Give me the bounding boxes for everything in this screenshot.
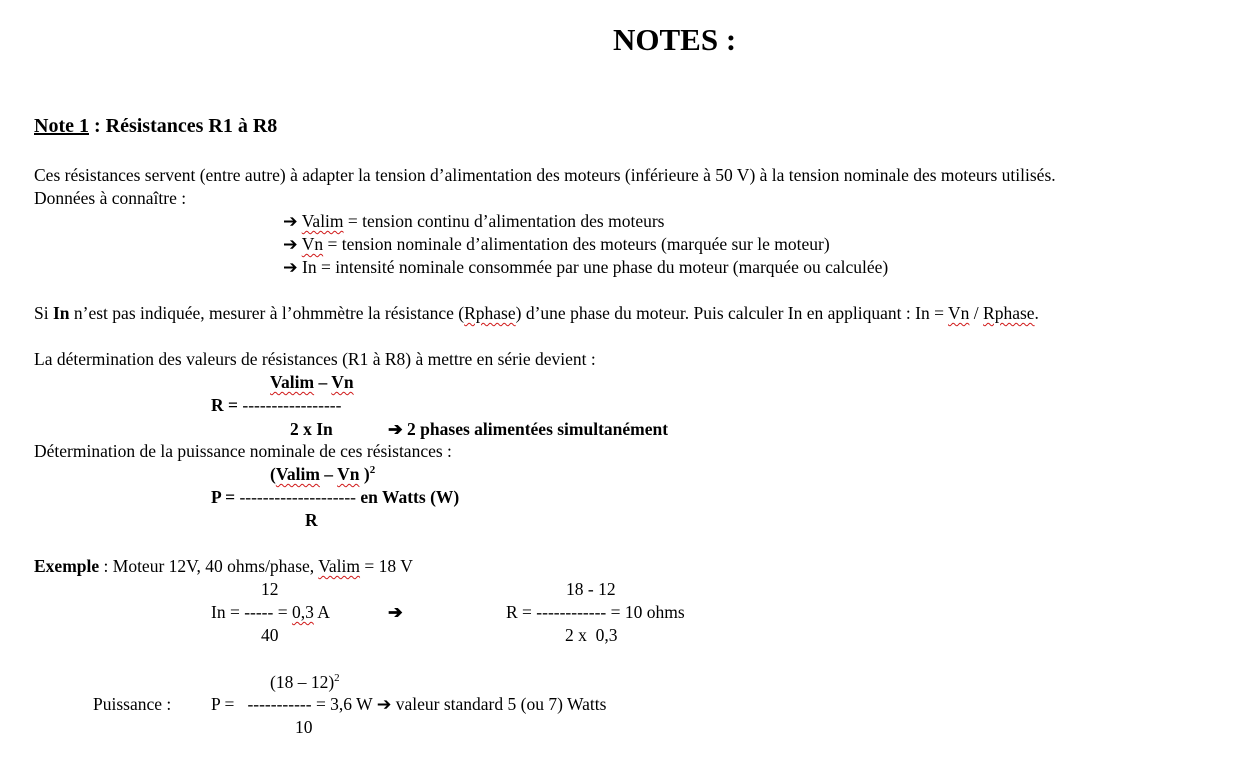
term-rphase: Rphase xyxy=(983,303,1035,323)
formula-lhs: R = xyxy=(211,395,243,415)
note-heading xyxy=(34,116,277,136)
text: = 10 ohms xyxy=(606,602,685,622)
term-vn: Vn xyxy=(331,372,354,392)
note-subject: : Résistances R1 à R8 xyxy=(88,115,278,137)
term-vn: Vn xyxy=(948,303,970,323)
fraction-bar: ----------------- xyxy=(242,395,342,415)
bullet-valim xyxy=(283,213,664,231)
formula-p-line xyxy=(211,489,459,507)
bullet-in xyxy=(283,259,888,277)
bullet-vn xyxy=(283,236,830,254)
text: ( xyxy=(270,464,276,484)
arrow-icon: ➔ xyxy=(283,211,298,231)
text-bold: In xyxy=(52,303,70,323)
arrow-icon: ➔ xyxy=(376,694,392,714)
example-r-numerator: 18 - 12 xyxy=(566,579,616,599)
term-valim: Valim xyxy=(270,372,315,392)
text: . xyxy=(1034,303,1039,323)
fraction-bar: ----- xyxy=(244,602,274,622)
bullet-text: = tension continu d’alimentation des moteurs xyxy=(343,211,665,231)
formula-p-numerator xyxy=(270,466,375,484)
text: ) xyxy=(359,464,370,484)
text: n’est pas indiquée, mesurer à l’ohmmètre la résistance ( xyxy=(69,303,465,323)
arrow-icon: ➔ xyxy=(388,602,403,622)
si-in-paragraph xyxy=(34,305,1039,323)
note-label: Note 1 xyxy=(34,115,89,137)
term-vn: Vn xyxy=(301,234,324,254)
term-valim: Valim xyxy=(301,211,344,231)
formula-r-denominator: 2 x In xyxy=(290,419,333,439)
formula-r-line xyxy=(211,397,341,415)
formula-r-note xyxy=(388,421,668,439)
text: ) d’une phase du moteur. Puis calculer In en appliquant : In = xyxy=(515,303,948,323)
intro-paragraph: Ces résistances servent (entre autre) à adapter la tension d’alimentation des moteurs (inférieure à 50 V) à la tension nominale des moteurs utilisés. xyxy=(34,165,1056,185)
exponent: 2 xyxy=(334,672,340,684)
determination-text: La détermination des valeurs de résistances (R1 à R8) à mettre en série devient : xyxy=(34,349,596,369)
text: In = xyxy=(211,602,245,622)
example-p-denominator: 10 xyxy=(295,717,313,737)
text: = 3,6 W xyxy=(311,694,377,714)
term-valim: Valim xyxy=(275,464,320,484)
exponent: 2 xyxy=(369,464,376,476)
example-label: Exemple xyxy=(34,556,100,576)
term-vn: Vn xyxy=(337,464,360,484)
text: = xyxy=(273,602,292,622)
example-in-denominator: 40 xyxy=(261,625,279,645)
text: – xyxy=(319,464,338,484)
text: : Moteur 12V, 40 ohms/phase, xyxy=(99,556,319,576)
bullet-text: = tension nominale d’alimentation des moteurs (marquée sur le moteur) xyxy=(323,234,830,254)
page-title: NOTES : xyxy=(613,22,737,57)
bullet-text: = intensité nominale consommée par une phase du moteur (marquée ou calculée) xyxy=(316,257,889,277)
text: Si xyxy=(34,303,53,323)
donnees-label: Données à connaître : xyxy=(34,188,187,208)
example-in-line xyxy=(211,604,330,622)
arrow-icon: ➔ xyxy=(283,234,298,254)
arrow-icon: ➔ xyxy=(388,419,403,439)
text: R = xyxy=(506,602,537,622)
example-line xyxy=(34,558,413,576)
text: = 18 V xyxy=(360,556,413,576)
fraction-bar: ------------ xyxy=(536,602,607,622)
example-p-numerator xyxy=(270,674,340,692)
term-valim: Valim xyxy=(318,556,361,576)
text: valeur standard 5 (ou 7) Watts xyxy=(391,694,607,714)
text: 2 phases alimentées simultanément xyxy=(402,419,669,439)
text: P = xyxy=(211,694,239,714)
text: / xyxy=(969,303,984,323)
arrow-icon: ➔ xyxy=(283,257,298,277)
text: – xyxy=(314,372,332,392)
formula-lhs: P = xyxy=(211,487,240,507)
formula-p-denominator: R xyxy=(305,510,318,530)
formula-r-numerator xyxy=(270,374,354,392)
example-r-line xyxy=(506,604,685,622)
term-in: In xyxy=(302,257,317,277)
example-r-denominator: 2 x 0,3 xyxy=(565,625,618,645)
formula-unit: en Watts (W) xyxy=(356,487,460,507)
puissance-text: Détermination de la puissance nominale de ces résistances : xyxy=(34,441,452,461)
example-p-label: Puissance : xyxy=(93,694,172,714)
text: (18 – 12) xyxy=(270,672,335,692)
fraction-bar: -------------------- xyxy=(239,487,357,507)
fraction-bar: ----------- xyxy=(247,694,312,714)
example-p-line xyxy=(211,696,606,714)
term-rphase: Rphase xyxy=(464,303,516,323)
example-in-numerator: 12 xyxy=(261,579,279,599)
value: 0,3 xyxy=(291,602,314,622)
text: A xyxy=(313,602,330,622)
